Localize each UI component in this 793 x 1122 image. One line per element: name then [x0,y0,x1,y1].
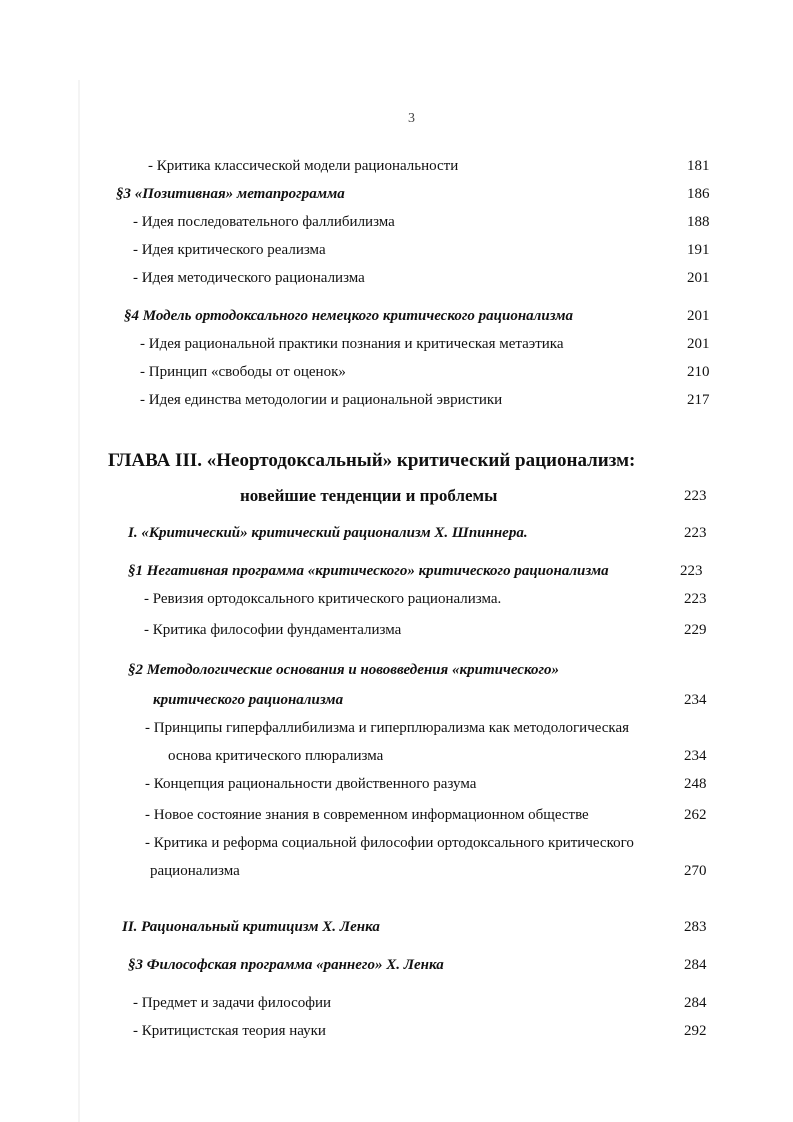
toc-entry-page: 229 [684,622,707,638]
toc-entry-page: 234 [684,692,707,708]
toc-entry-page: 262 [684,807,707,823]
chapter-heading: ГЛАВА III. «Неортодоксальный» критический рационализм: [108,450,636,471]
toc-entry-title: - Критика философии фундаментализма [144,622,402,638]
toc-entry-title: - Идея рациональной практики познания и критическая метаэтика [140,336,564,352]
toc-entry-page: 186 [687,186,710,202]
toc-entry-title: - Критика классической модели рациональности [148,158,459,174]
toc-entry-page: 248 [684,776,707,792]
toc-section-title: §3 «Позитивная» метапрограмма [116,186,345,202]
toc-entry-page: 217 [687,392,710,408]
toc-section-title: §1 Негативная программа «критического» критического рационализма [128,563,609,579]
toc-entry-title: - Критика и реформа социальной философии ортодоксального критического [145,835,634,851]
toc-entry-page: 223 [684,591,707,607]
toc-entry-title-cont: рационализма [150,863,240,879]
toc-entry-title: - Критицистская теория науки [133,1023,326,1039]
toc-entry-page: 292 [684,1023,707,1039]
toc-part-title [128,524,528,542]
toc-part-text: I. «Критический» критический рационализм Х. Шпиннера. [128,525,528,541]
toc-entry-page: 284 [684,995,707,1011]
toc-entry-page: 201 [687,270,710,286]
toc-section-title-cont: критического рационализма [153,692,344,708]
toc-entry-page: 201 [687,336,710,352]
toc-part-text: II. Рациональный критицизм Х. Ленка [122,919,380,935]
toc-entry-title: - Новое состояние знания в современном информационном обществе [145,807,589,823]
toc-entry-page: 223 [684,488,707,504]
toc-entry-title-cont: основа критического плюрализма [168,748,384,764]
toc-section-title: §4 Модель ортодоксального немецкого критического рационализма [124,308,573,324]
page-number: 3 [408,111,415,126]
toc-section-title: §3 Философская программа «раннего» Х. Ленка [128,957,444,973]
toc-entry-page: 223 [680,563,703,579]
toc-entry-page: 223 [684,525,707,541]
toc-entry-page: 188 [687,214,710,230]
toc-entry-title: - Принципы гиперфаллибилизма и гиперплюрализма как методологическая [145,720,630,736]
toc-entry-page: 234 [684,748,707,764]
toc-entry-title: - Принцип «свободы от оценок» [140,364,346,380]
toc-entry-title: - Концепция рациональности двойственного разума [145,776,477,792]
toc-entry-page: 270 [684,863,707,879]
toc-entry-title: - Идея критического реализма [133,242,326,258]
chapter-subheading: новейшие тенденции и проблемы [240,486,498,505]
toc-entry-title: - Предмет и задачи философии [133,995,332,1011]
toc-part-title [122,918,380,936]
toc-entry-page: 191 [687,242,710,258]
toc-entry-title: - Идея единства методологии и рациональной эвристики [140,392,503,408]
toc-entry-page: 210 [687,364,710,380]
scan-edge [78,80,80,1122]
toc-entry-page: 284 [684,957,707,973]
toc-entry-title: - Ревизия ортодоксального критического рационализма. [144,591,502,607]
toc-entry-title: - Идея методического рационализма [133,270,365,286]
toc-entry-page: 181 [687,158,710,174]
toc-entry-page: 283 [684,919,707,935]
toc-section-title: §2 Методологические основания и нововведения «критического» [128,662,560,678]
toc-entry-page: 201 [687,308,710,324]
toc-entry-title: - Идея последовательного фаллибилизма [133,214,395,230]
